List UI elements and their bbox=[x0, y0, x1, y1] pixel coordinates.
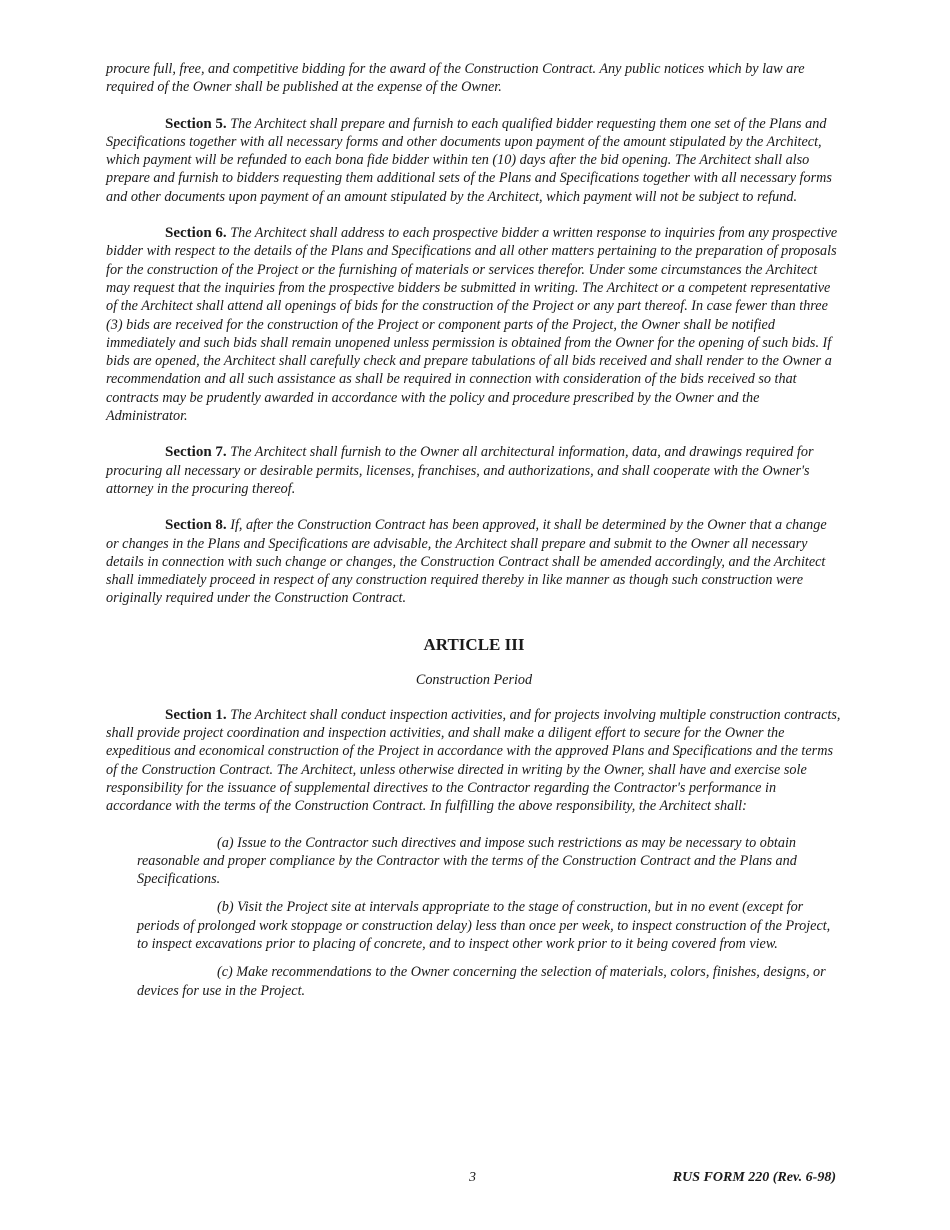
section-5-heading: Section 5. bbox=[165, 115, 227, 132]
section-5-paragraph bbox=[106, 115, 842, 206]
list-item-c bbox=[137, 963, 842, 1000]
article3-section-1-paragraph bbox=[106, 706, 842, 816]
section-8-heading: Section 8. bbox=[165, 517, 227, 534]
article3-section-1-text: The Architect shall conduct inspection activities, and for projects involving multiple construction contracts, shall provide project coordination and inspection activities, and shall make a diligent effort to secure for the Owner the expeditious and economical construction of the Project in accordance with the approved Plans and Specifications and the terms of the Construction Contract. The Architect, unless otherwise directed in writing by the Owner, shall have and exercise sole responsibility for the issuance of supplemental directives to the Contractor regarding the Contractor's performance in accordance with the terms of the Construction Contract. In fulfilling the above responsibility, the Architect shall: bbox=[106, 706, 841, 815]
section-6-heading: Section 6. bbox=[165, 225, 227, 242]
page-number: 3 bbox=[469, 1170, 476, 1185]
form-identifier: RUS FORM 220 (Rev. 6-98) bbox=[672, 1170, 836, 1185]
section-5-text: The Architect shall prepare and furnish to each qualified bidder requesting them one set of the Plans and Specifications together with all necessary forms and other documents upon payment of the amount stipulated by the Architect, which payment will be refunded to each bona fide bidder within ten (10) days after the bid opening. The Architect shall also prepare and furnish to bidders requesting them additional sets of the Plans and Specifications together with all necessary forms and other documents upon payment of an amount stipulated by the Architect, which payment will not be subject to refund. bbox=[106, 115, 832, 205]
article-title: ARTICLE III bbox=[423, 634, 525, 654]
list-item-b-text: for periods of prolonged work stoppage or construction delay) less than once per week, to inspect construction of the Project, to inspect excavations prior to placing of concrete, and to inspect other work prior to it being covered from view. bbox=[137, 899, 831, 952]
page-footer bbox=[0, 1170, 950, 1188]
document-page bbox=[106, 60, 842, 1010]
article-subtitle: Construction Period bbox=[415, 671, 533, 688]
list-item-a bbox=[137, 834, 842, 889]
section-7-text: The Architect shall furnish to the Owner all architectural information, data, and drawings required for procuring all necessary or desirable permits, licenses, franchises, and authorizations, and shall cooperate with the Owner's attorney in the procuring thereof. bbox=[106, 444, 814, 497]
section-8-text: If, after the Construction Contract has been approved, it shall be determined by the Owner that a change or changes in the Plans and Specifications are advisable, the Architect shall prepare and submit to the Owner all necessary details in connection with such change or changes, the Construction Contract shall be amended accordingly, and the Architect shall immediately proceed in respect of any construction required thereby in like manner as though such construction were originally required under the Construction Contract. bbox=[106, 517, 827, 607]
list-item-b bbox=[137, 898, 842, 953]
list-item-b-lead: (b) Visit the Project site at intervals appropriate to the stage of construction, but in no event (except bbox=[217, 899, 784, 916]
intro-paragraph: procure full, free, and competitive bidding for the award of the Construction Contract. Any public notices which by law are required of the Owner shall be published at the expense of the Owner. bbox=[106, 61, 805, 96]
section-6-paragraph bbox=[106, 224, 842, 425]
list-item-a-lead: (a) Issue to the Contractor such directives and impose such restrictions as may be necessary to bbox=[217, 834, 757, 851]
list-item-a-text: obtain reasonable and proper compliance by the Contractor with the terms of the Construction Contract and the Plans and Specifications. bbox=[137, 834, 797, 888]
article3-section-1-heading: Section 1. bbox=[165, 706, 227, 723]
list-item-c-text: designs, or devices for use in the Project. bbox=[137, 964, 826, 999]
section-8-paragraph bbox=[106, 516, 842, 607]
list-item-c-lead: (c) Make recommendations to the Owner concerning the selection of materials, colors, finishes, bbox=[217, 964, 760, 981]
section-7-paragraph bbox=[106, 443, 842, 498]
section-7-heading: Section 7. bbox=[165, 444, 227, 461]
section-6-text: The Architect shall address to each prospective bidder a written response to inquiries from any prospective bidder with respect to the details of the Plans and Specifications and all other matters pertaining to the preparation of proposals for the construction of the Project or the furnishing of materials or services therefor. Under some circumstances the Architect may request that the inquiries from the prospective bidders be submitted in writing. The Architect or a competent representative of the Architect shall attend all openings of bids for the construction of the Project or any part thereof. In case fewer than three (3) bids are received for the construction of the Project or component parts of the Project, the Owner shall be notified immediately and such bids shall remain unopened unless permission is obtained from the Owner for the opening of such bids. If bids are opened, the Architect shall carefully check and prepare tabulations of all bids received and shall render to the Owner a recommendation and all such assistance as shall be required in connection with consideration of the bids received so that contracts may be prudently awarded in accordance with the policy and procedure prescribed by the Owner and the Administrator. bbox=[106, 225, 838, 425]
